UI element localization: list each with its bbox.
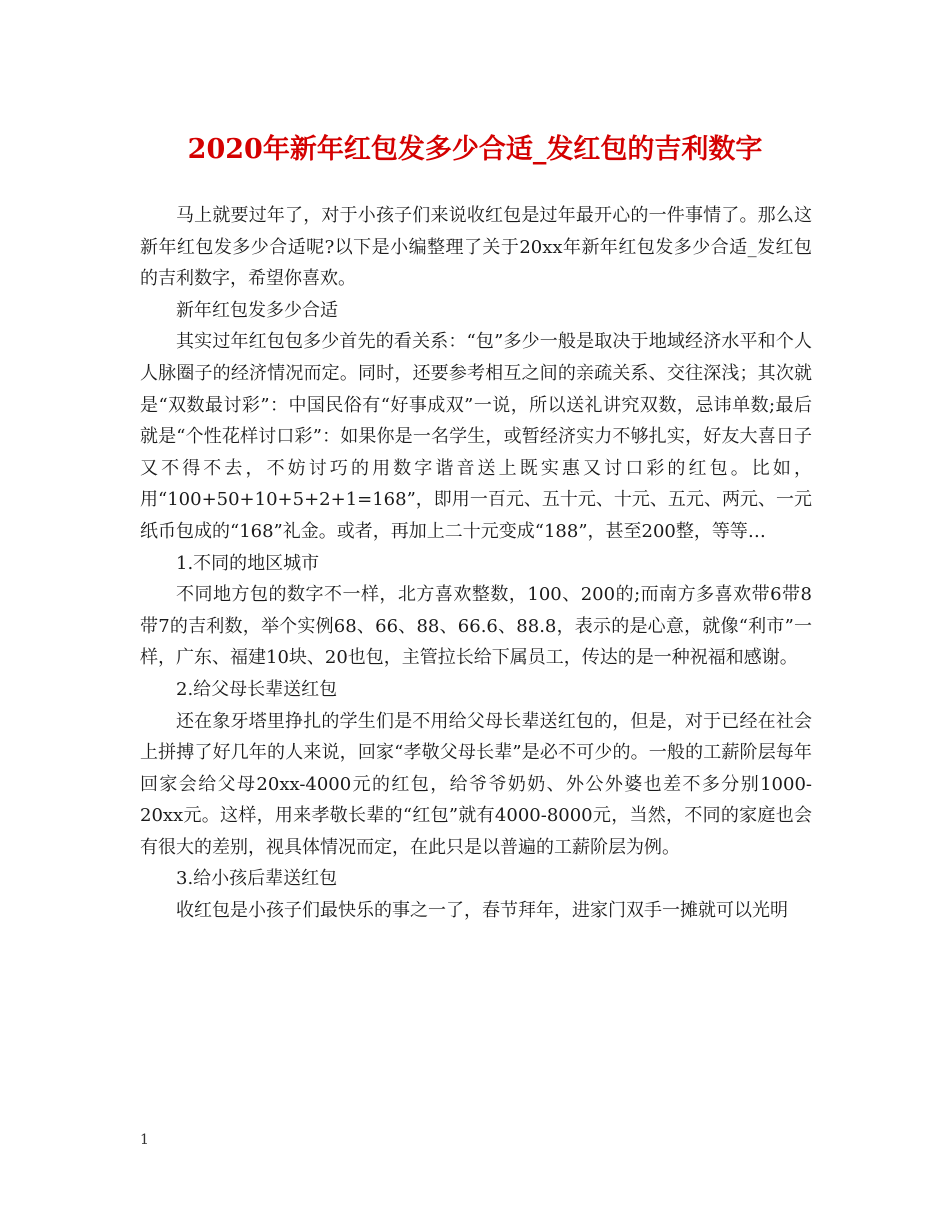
paragraph-parents: 还在象牙塔里挣扎的学生们是不用给父母长辈送红包的，但是，对于已经在社会上拼搏了好几年的人来说，回家“孝敬父母长辈”是必不可少的。一般的工薪阶层每年回家会给父母20xx-4000元的红包，给爷爷奶奶、外公外婆也差不多分别1000-20xx元。这样，用来孝敬长辈的“红包”就有4000-8000元，当然，不同的家庭也会有很大的差别，视具体情况而定，在此只是以普遍的工薪阶层为例。	[140, 710, 812, 858]
section-heading-parents: 2.给父母长辈送红包	[176, 678, 338, 700]
section-heading-children: 3.给小孩后辈送红包	[176, 868, 338, 890]
document-body	[140, 200, 812, 927]
section-heading-amount: 新年红包发多少合适	[176, 299, 338, 321]
paragraph-intro: 马上就要过年了，对于小孩子们来说收红包是过年最开心的一件事情了。那么这新年红包发多少合适呢?以下是小编整理了关于20xx年新年红包发多少合适_发红包的吉利数字，希望你喜欢。	[140, 205, 812, 290]
section-heading-regions: 1.不同的地区城市	[176, 552, 320, 574]
paragraph-amount: 其实过年红包包多少首先的看关系：“包”多少一般是取决于地域经济水平和个人人脉圈子的经济情况而定。同时，还要参考相互之间的亲疏关系、交往深浅；其次就是“双数最讨彩”：中国民俗有“好事成双”一说，所以送礼讲究双数，忌讳单数;最后就是“个性花样讨口彩”：如果你是一名学生，或暂经济实力不够扎实，好友大喜日子又不得不去，不妨讨巧的用数字谐音送上既实惠又讨口彩的红包。比如，用“100+50+10+5+2+1=168”，即用一百元、五十元、十元、五元、两元、一元纸币包成的“168”礼金。或者，再加上二十元变成“188”，甚至200整，等等…	[140, 331, 812, 542]
paragraph-children: 收红包是小孩子们最快乐的事之一了，春节拜年，进家门双手一摊就可以光明	[176, 900, 788, 922]
page-number: 1	[140, 1132, 149, 1148]
paragraph-regions: 不同地方包的数字不一样，北方喜欢整数，100、200的;而南方多喜欢带6带8带7的吉利数，举个实例68、66、88、66.6、88.8，表示的是心意，就像“利市”一样，广东、福建10块、20也包，主管拉长给下属员工，传达的是一种祝福和感谢。	[140, 584, 812, 669]
document-title: 2020年新年红包发多少合适_发红包的吉利数字	[187, 134, 763, 165]
